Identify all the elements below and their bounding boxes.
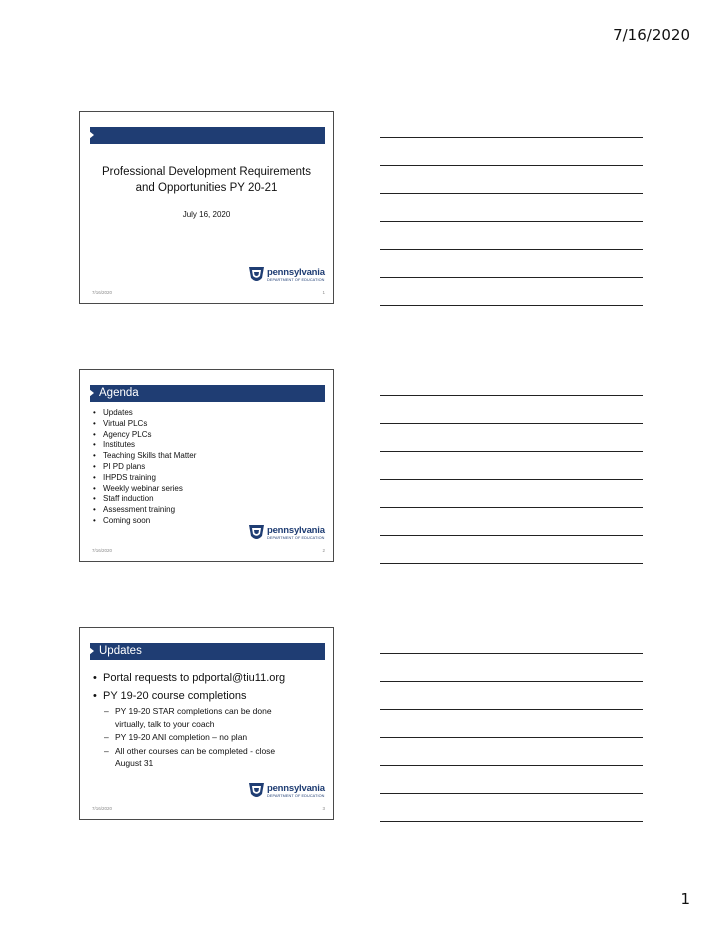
slide-header-bar [90, 127, 325, 144]
sub-item-line: PY 19-20 ANI completion – no plan [115, 732, 248, 742]
note-line [380, 507, 643, 508]
sub-item-line: virtually, talk to your coach [115, 718, 215, 729]
slide-heading: Agenda [99, 387, 139, 399]
note-line [380, 451, 643, 452]
list-item: • Coming soon [92, 516, 196, 527]
list-item: • Assessment training [92, 505, 196, 516]
slide-2 [79, 369, 334, 562]
keystone-icon [249, 525, 264, 542]
logo-department: DEPARTMENT OF EDUCATION [267, 794, 325, 798]
arrow-icon [89, 389, 94, 397]
slide-header-bar [90, 643, 325, 660]
slide-footer-date: 7/16/2020 [92, 290, 113, 295]
slide-title-line: Professional Development Requirements [101, 166, 312, 178]
slide-subtitle: July 16, 2020 [182, 210, 231, 219]
slide-footer-date: 7/16/2020 [92, 806, 113, 811]
list-item: • PI PD plans [92, 462, 196, 473]
note-line [380, 681, 643, 682]
note-line [380, 793, 643, 794]
note-line [380, 653, 643, 654]
updates-list [92, 669, 323, 770]
note-line [380, 249, 643, 250]
note-line [380, 563, 643, 564]
list-item: • Agency PLCs [92, 430, 196, 441]
note-line [380, 423, 643, 424]
sub-item-line: PY 19-20 STAR completions can be done [115, 706, 272, 716]
logo-department: DEPARTMENT OF EDUCATION [267, 278, 325, 282]
pde-logo [249, 524, 325, 544]
keystone-icon [249, 267, 264, 284]
slide-number: 2 [322, 548, 325, 553]
note-line [380, 165, 643, 166]
list-item: • Institutes [92, 440, 196, 451]
note-line [380, 277, 643, 278]
note-line [380, 535, 643, 536]
sub-list-item: – All other courses can be completed - close August 31 [92, 745, 323, 770]
list-item: • Updates [92, 408, 196, 419]
note-line [380, 821, 643, 822]
list-item: • Teaching Skills that Matter [92, 451, 196, 462]
slide-1 [79, 111, 334, 304]
note-line [380, 479, 643, 480]
sub-item-line: August 31 [115, 758, 154, 768]
pde-logo [249, 782, 325, 802]
pde-logo [249, 266, 325, 286]
list-item: • Portal requests to pdportal@tiu11.org [92, 669, 323, 687]
list-item: • Staff induction [92, 494, 196, 505]
logo-wordmark: pennsylvania [267, 267, 325, 278]
sub-list-item: – PY 19-20 STAR completions can be done virtually, talk to your coach [92, 705, 323, 730]
slide-title-line: and Opportunities PY 20-21 [135, 182, 278, 194]
page-number: 1 [680, 890, 690, 908]
agenda-list [92, 408, 196, 527]
sub-list-item: – PY 19-20 ANI completion – no plan [92, 731, 323, 744]
list-item: • Weekly webinar series [92, 484, 196, 495]
arrow-icon [89, 647, 94, 655]
logo-wordmark: pennsylvania [267, 783, 325, 794]
slide-3 [79, 627, 334, 820]
note-line [380, 193, 643, 194]
note-line [380, 305, 643, 306]
note-line [380, 737, 643, 738]
slide-footer-date: 7/16/2020 [92, 548, 113, 553]
note-line [380, 137, 643, 138]
sub-item-line: All other courses can be completed - close [115, 745, 276, 756]
slide-number: 1 [322, 290, 325, 295]
note-line [380, 765, 643, 766]
note-line [380, 395, 643, 396]
page-date: 7/16/2020 [613, 26, 690, 44]
arrow-icon [89, 131, 94, 139]
note-line [380, 221, 643, 222]
slide-number: 3 [322, 806, 325, 811]
slide-heading: Updates [99, 645, 142, 657]
note-line [380, 709, 643, 710]
list-item: • Virtual PLCs [92, 419, 196, 430]
list-item: • PY 19-20 course completions [92, 687, 323, 705]
list-item: • IHPDS training [92, 473, 196, 484]
slide-header-bar [90, 385, 325, 402]
logo-department: DEPARTMENT OF EDUCATION [267, 536, 325, 540]
keystone-icon [249, 783, 264, 800]
logo-wordmark: pennsylvania [267, 525, 325, 536]
slide-title [80, 164, 333, 196]
